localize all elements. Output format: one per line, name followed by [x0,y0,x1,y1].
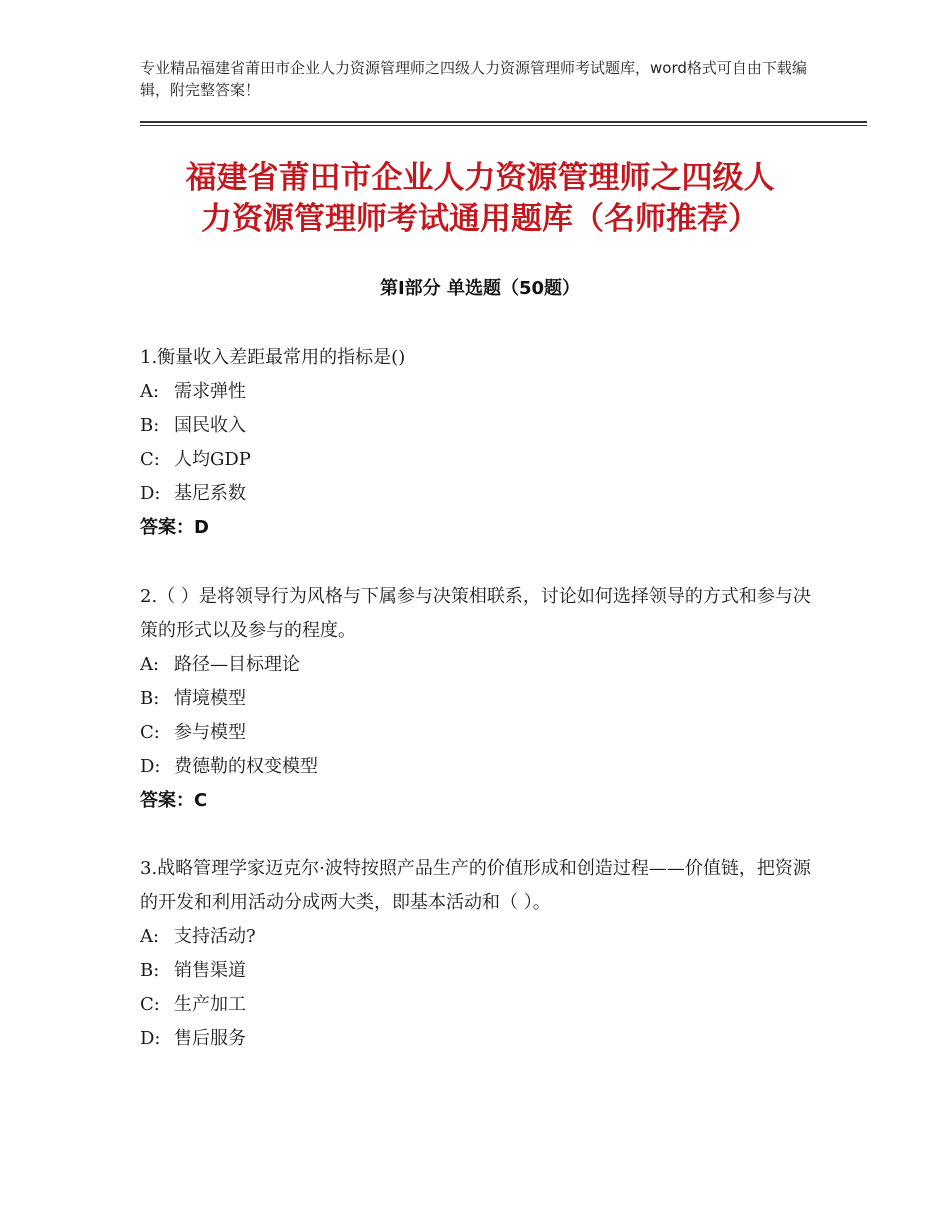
question-3 [140,852,820,1056]
option-a [140,920,820,954]
option-letter: B: [140,960,160,981]
option-text: 情境模型 [174,688,246,709]
option-letter: C: [140,994,160,1015]
option-a [140,375,820,409]
option-text: 需求弹性 [174,381,246,402]
section-heading: 第Ⅰ部分 单选题（50题） [379,278,580,299]
option-text: 人均GDP [174,449,251,470]
option-d [140,477,820,511]
option-text: 售后服务 [174,1028,246,1049]
option-c [140,443,820,477]
document-title [140,158,820,240]
option-letter: D: [140,483,161,504]
question-2 [140,580,820,818]
header-rule-thin [140,125,867,126]
option-b [140,682,820,716]
option-letter: A: [140,654,160,675]
option-b [140,954,820,988]
option-letter: C: [140,722,160,743]
option-text: 支持活动? [174,926,256,947]
option-c [140,988,820,1022]
option-a [140,648,820,682]
option-letter: B: [140,415,160,436]
option-letter: D: [140,756,161,777]
title-line-2: 力资源管理师考试通用题库（名师推荐） [201,201,759,237]
header-note: 专业精品福建省莆田市企业人力资源管理师之四级人力资源管理师考试题库，word格式可自由下载编辑，附完整答案！ [140,59,807,99]
option-d [140,1022,820,1056]
option-letter: A: [140,926,160,947]
question-text: 1.衡量收入差距最常用的指标是() [140,347,406,368]
option-text: 路径—目标理论 [174,654,300,675]
header-rule-thick [140,121,867,123]
option-letter: D: [140,1028,161,1049]
option-b [140,409,820,443]
question-text: 3.战略管理学家迈克尔·波特按照产品生产的价值形成和创造过程——价值链，把资源的开发和利用活动分成两大类，即基本活动和（ ）。 [140,858,811,913]
option-text: 国民收入 [174,415,246,436]
answer-text: 答案：C [140,790,208,811]
option-letter: C: [140,449,160,470]
option-text: 费德勒的权变模型 [174,756,318,777]
option-text: 参与模型 [174,722,246,743]
option-c [140,716,820,750]
question-1 [140,341,820,545]
option-text: 销售渠道 [174,960,246,981]
option-letter: B: [140,688,160,709]
answer-text: 答案：D [140,517,209,538]
question-text: 2.（ ）是将领导行为风格与下属参与决策相联系，讨论如何选择领导的方式和参与决策的形式以及参与的程度。 [140,586,811,641]
title-line-1: 福建省莆田市企业人力资源管理师之四级人 [185,160,775,196]
option-text: 生产加工 [174,994,246,1015]
option-letter: A: [140,381,160,402]
option-d [140,750,820,784]
option-text: 基尼系数 [174,483,246,504]
